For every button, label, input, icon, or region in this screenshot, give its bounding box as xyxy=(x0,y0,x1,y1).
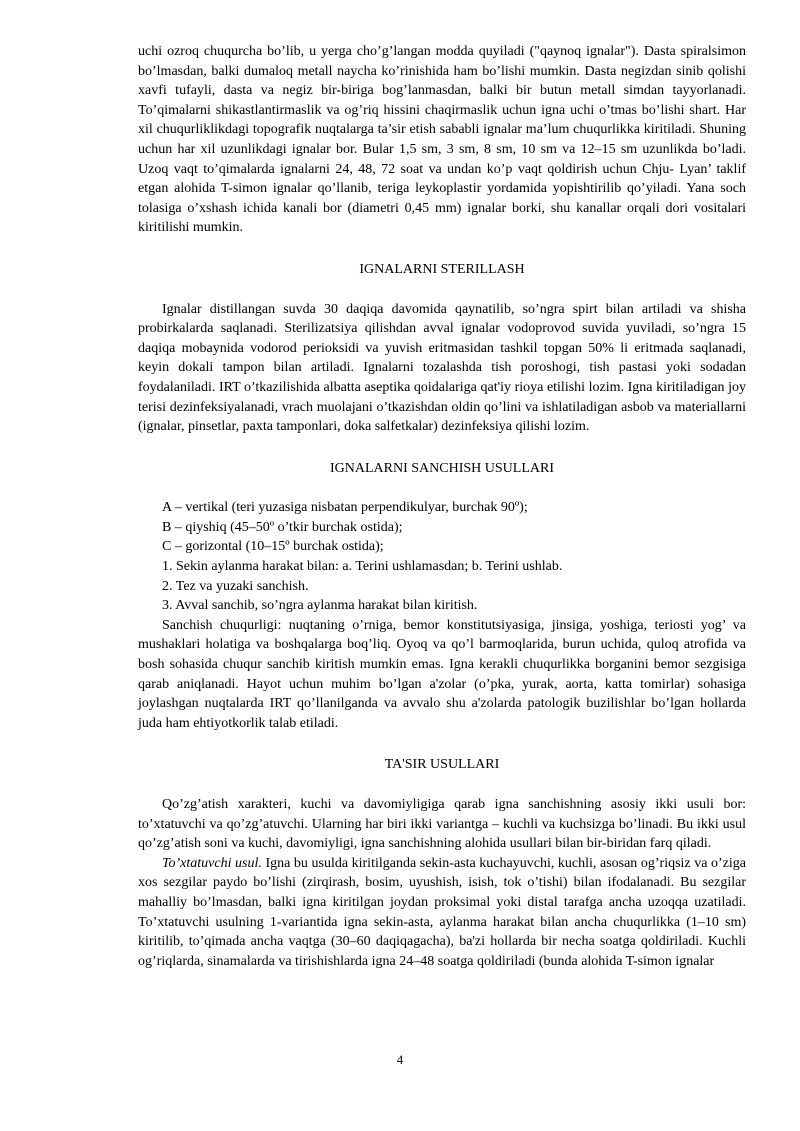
paragraph-inhibitory-method xyxy=(138,854,746,972)
list-item: C – gorizontal (10–15º burchak ostida); xyxy=(162,539,384,555)
paragraph-continuation: uchi ozroq chuqurcha bo’lib, u yerga cho’g’langan modda quyiladi ("qaynoq ignalar"). Dasta spiralsimon bo’lmasdan, balki dumaloq metall naycha ko’rinishida ham bo’lishi mumkin. Dasta negizdan sinib qolishi xavfi tufayli, dasta va negiz bir-biriga bog’lanmasdan, balki bir butun metall simdan tayyorlanadi. To’qimalarni shikastlantirmaslik va og’riq hissini chaqirmaslik uchun igna uchi o’tmas bo’lishi shart. Har xil chuqurliklikdagi topografik nuqtalarga ta’sir etish sababli ignalar ma’lum chuqurlikka kiritiladi. Shuning uchun har xil uzunlikdagi ignalar bor. Bular 1,5 sm, 3 sm, 8 sm, 10 sm va 12–15 sm uzunlikda bo’ladi. Uzoq vaqt to’qimalarda ignalarni 24, 48, 72 soat va undan ko’p vaqt qoldirish uchun Chju- Lyan’ taklif etgan alohida T-simon ignalar qo’llanib, teriga leykoplastir yordamida yopishtirilib qo’yiladi. Yana soch tolasiga o’xshash ichida kanali bor (diametri 0,45 mm) ignalar borki, shu kanallar orqali dori vositalari kiritilishi mumkin. xyxy=(138,44,746,236)
paragraph-insertion-depth: Sanchish chuqurligi: nuqtaning o’rniga, bemor konstitutsiyasiga, jinsiga, yoshiga, teriosti yog’ va mushaklari holatiga va boshqalarga boq’liq. Oyoq va qo’l barmoqlarida, burun uchida, quloq atrofida va bosh sohasida chuqur sanchib kiritish mumkin emas. Igna kerakli chuqurlikka borganini bemor sezgisiga qarab aniqlanadi. Hayot uchun muhim bo’lgan a'zolar (o’pka, yurak, aorta, katta tomirlar) sohasiga joylashgan nuqtalarda IRT qo’llanilganda va avvalo shu a'zolarda patologik buzilishlar bo’lgan hollarda juda ham ehtiyotkorlik talab etiladi. xyxy=(138,617,746,731)
heading-sterilization: IGNALARNI STERILLASH xyxy=(359,261,525,277)
heading-insertion-methods: IGNALARNI SANCHISH USULLARI xyxy=(330,460,554,476)
list-item: B – qiyshiq (45–50º o’tkir burchak ostida); xyxy=(162,519,403,535)
paragraph-sterilization: Ignalar distillangan suvda 30 daqiqa davomida qaynatilib, so’ngra spirt bilan artiladi va shisha probirkalarda saqlanadi. Sterilizatsiya qilishdan avval ignalar vodoprovod suvida yuviladi, so’ngra 15 daqiqa mobaynida vodorod perioksidi va yuvish eritmasidan tashkil topgan 50% li eritmada saqlanadi, keyin dokali tampon bilan artiladi. Ignalarni tozalashda tish poroshogi, tish pastasi yoki sodadan foydalaniladi. IRT o’tkazilishida albatta aseptika qoidalariga qat'iy rioya etilishi lozim. Igna kiritiladigan joy terisi dezinfeksiyalanadi, vrach muolajani o’tkazishdan oldin qo’lini va ishlatiladigan asbob va materiallarni (ignalar, pinsetlar, paxta tamponlari, doka salfetkalar) dezinfeksiya qilishi lozim. xyxy=(138,301,746,435)
list-item: 1. Sekin aylanma harakat bilan: a. Terini ushlamasdan; b. Terini ushlab. xyxy=(162,559,563,575)
list-item: 3. Avval sanchib, so’ngra aylanma harakat bilan kiritish. xyxy=(162,598,478,614)
list-item: 2. Tez va yuzaki sanchish. xyxy=(162,578,309,594)
list-item: A – vertikal (teri yuzasiga nisbatan perpendikulyar, burchak 90º); xyxy=(162,500,528,516)
document-page xyxy=(138,42,746,971)
inhibitory-method-text: Igna bu usulda kiritilganda sekin-asta kuchayuvchi, kuchli, asosan og’riqsiz va o’ziga xos sezgilar paydo bo’lishi (zirqirash, bosim, uyushish, isish, tok o’tishi) bilan ifodalanadi. Bu sezgilar mahalliy bo’lmasdan, balki igna kiritilgan joydan proksimal yoki distal tarafga ancha uzoqqa uzatiladi. To’xtatuvchi usulning 1-variantida igna sekin-asta, aylanma harakat bilan ancha chuqurlikka (1–10 sm) kiritilib, to’qimada ancha vaqtga (30–60 daqiqagacha), ba'zi hollarda bir necha soatga qoldiriladi. Kuchli og’riqlarda, sinamalarda va tirishishlarda igna 24–48 soatga qoldiriladi (bunda alohida T-simon ignalar xyxy=(138,855,746,969)
heading-effect-methods: TA'SIR USULLARI xyxy=(384,757,500,773)
page-number: 4 xyxy=(396,1052,404,1067)
paragraph-effect-intro: Qo’zg’atish xarakteri, kuchi va davomiyligiga qarab igna sanchishning asosiy ikki usuli bor: to’xtatuvchi va qo’zg’atuvchi. Ularning har biri ikki variantga – kuchli va kuchsizga bo’linadi. Bu ikki usul qo’zg’atish soni va kuchi, davomiyligi, igna sanchishning alohida usullari bilan bir-biridan farq qiladi. xyxy=(138,797,746,852)
inhibitory-method-term: To’xtatuvchi usul. xyxy=(162,855,262,871)
